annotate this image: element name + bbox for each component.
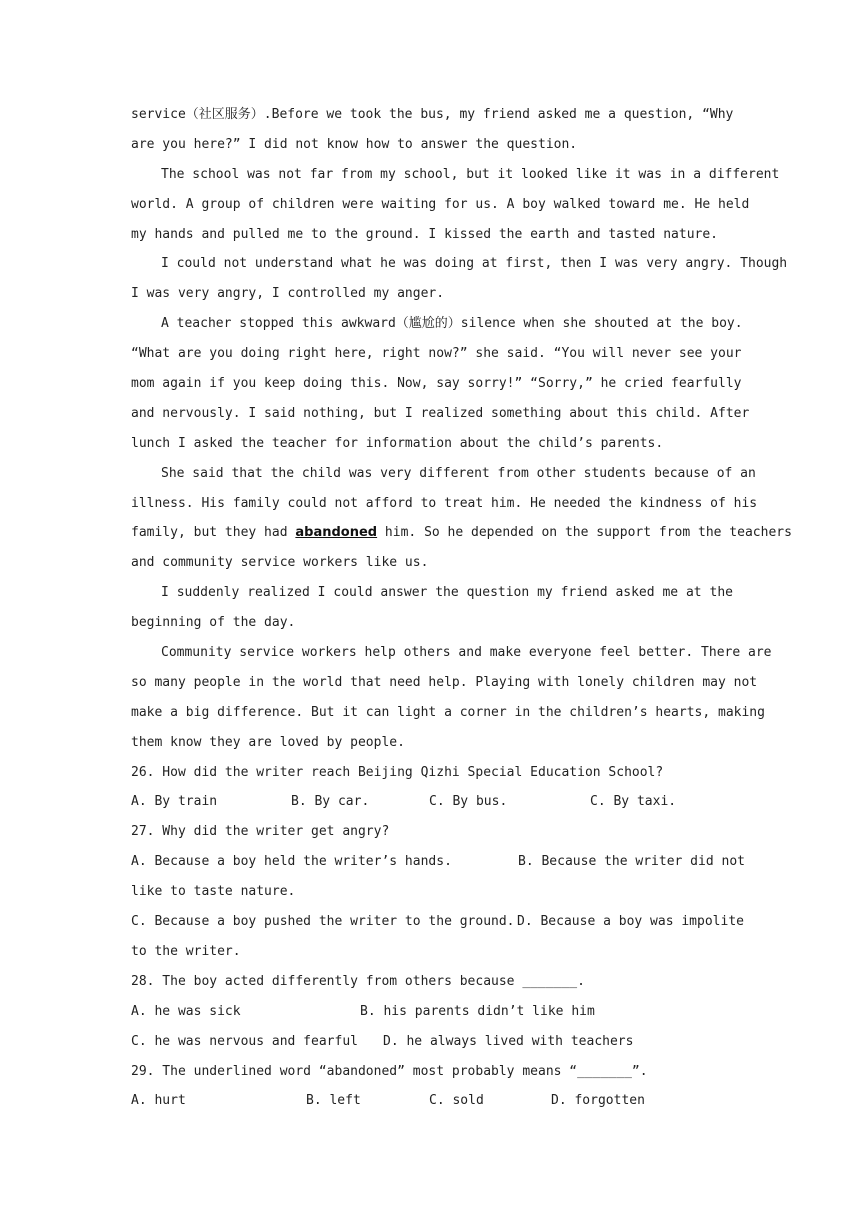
passage-text: family, but they had [131, 525, 296, 541]
passage-line [131, 518, 792, 548]
underlined-word: abandoned [295, 525, 378, 541]
question-stem: 28. The boy acted differently from others because _______. [131, 973, 585, 989]
option-c: C. sold [429, 1093, 484, 1109]
passage-line: service（社区服务）.Before we took the bus, my friend asked me a question, “Why [131, 107, 734, 122]
passage-line: beginning of the day. [131, 615, 296, 631]
passage-line: The school was not far from my school, but it looked like it was in a different [161, 166, 780, 182]
option-b-continued: like to taste nature. [131, 884, 296, 900]
passage-line: world. A group of children were waiting for us. A boy walked toward me. He held [131, 196, 750, 212]
options-row [131, 787, 733, 817]
passage-line: I suddenly realized I could answer the question my friend asked me at the [161, 585, 733, 601]
question-stem: 26. How did the writer reach Beijing Qizhi Special Education School? [131, 764, 664, 780]
option-d: D. Because a boy was impolite [517, 914, 744, 930]
passage-line: “What are you doing right here, right now?” she said. “You will never see your [131, 346, 742, 362]
option-b: B. Because the writer did not [518, 854, 745, 870]
passage-line: them know they are loved by people. [131, 734, 405, 750]
option-a: A. By train [131, 794, 218, 810]
passage-line: my hands and pulled me to the ground. I kissed the earth and tasted nature. [131, 226, 718, 242]
passage-line: mom again if you keep doing this. Now, say sorry!” “Sorry,” he cried fearfully [131, 376, 742, 392]
passage-line: Community service workers help others and make everyone feel better. There are [161, 645, 772, 661]
passage-line: illness. His family could not afford to treat him. He needed the kindness of his [131, 495, 758, 511]
passage-line: are you here?” I did not know how to answer the question. [131, 136, 578, 152]
reading-passage [131, 100, 792, 758]
option-b: B. By car. [291, 794, 370, 810]
option-d: D. forgotten [551, 1093, 645, 1109]
option-c: C. he was nervous and fearful [131, 1033, 358, 1049]
passage-line: make a big difference. But it can light a corner in the children’s hearts, making [131, 704, 765, 720]
question-28 [131, 967, 733, 1057]
option-d-continued: to the writer. [131, 943, 241, 959]
passage-line: and community service workers like us. [131, 555, 429, 571]
option-b: B. left [306, 1093, 361, 1109]
passage-line: lunch I asked the teacher for information about the child’s parents. [131, 435, 664, 451]
options-row [131, 1086, 733, 1116]
option-d: D. he always lived with teachers [383, 1033, 634, 1049]
passage-line: and nervously. I said nothing, but I realized something about this child. After [131, 405, 750, 421]
question-stem: 29. The underlined word “abandoned” most probably means “_______”. [131, 1063, 648, 1079]
passage-line: I was very angry, I controlled my anger. [131, 286, 445, 302]
option-d: C. By taxi. [590, 794, 677, 810]
options-row [131, 997, 733, 1027]
option-a: A. hurt [131, 1093, 186, 1109]
option-a: A. Because a boy held the writer’s hands. [131, 854, 452, 870]
option-b: B. his parents didn’t like him [360, 1003, 595, 1019]
question-29 [131, 1057, 733, 1117]
options-row [131, 907, 744, 937]
option-a: A. he was sick [131, 1003, 241, 1019]
question-stem: 27. Why did the writer get angry? [131, 824, 390, 840]
option-c: C. By bus. [429, 794, 508, 810]
question-27 [131, 817, 745, 966]
options-row [131, 847, 745, 877]
question-26 [131, 758, 733, 818]
passage-line: She said that the child was very different from other students because of an [161, 465, 756, 481]
passage-line: A teacher stopped this awkward（尴尬的）silence when she shouted at the boy. [161, 316, 743, 332]
passage-text: him. So he depended on the support from the teachers [377, 525, 792, 541]
passage-line: I could not understand what he was doing at first, then I was very angry. Though [161, 256, 788, 272]
passage-line: so many people in the world that need help. Playing with lonely children may not [131, 674, 758, 690]
exam-page [131, 100, 792, 1116]
option-c: C. Because a boy pushed the writer to the ground. [131, 914, 515, 930]
options-row [131, 1027, 733, 1057]
